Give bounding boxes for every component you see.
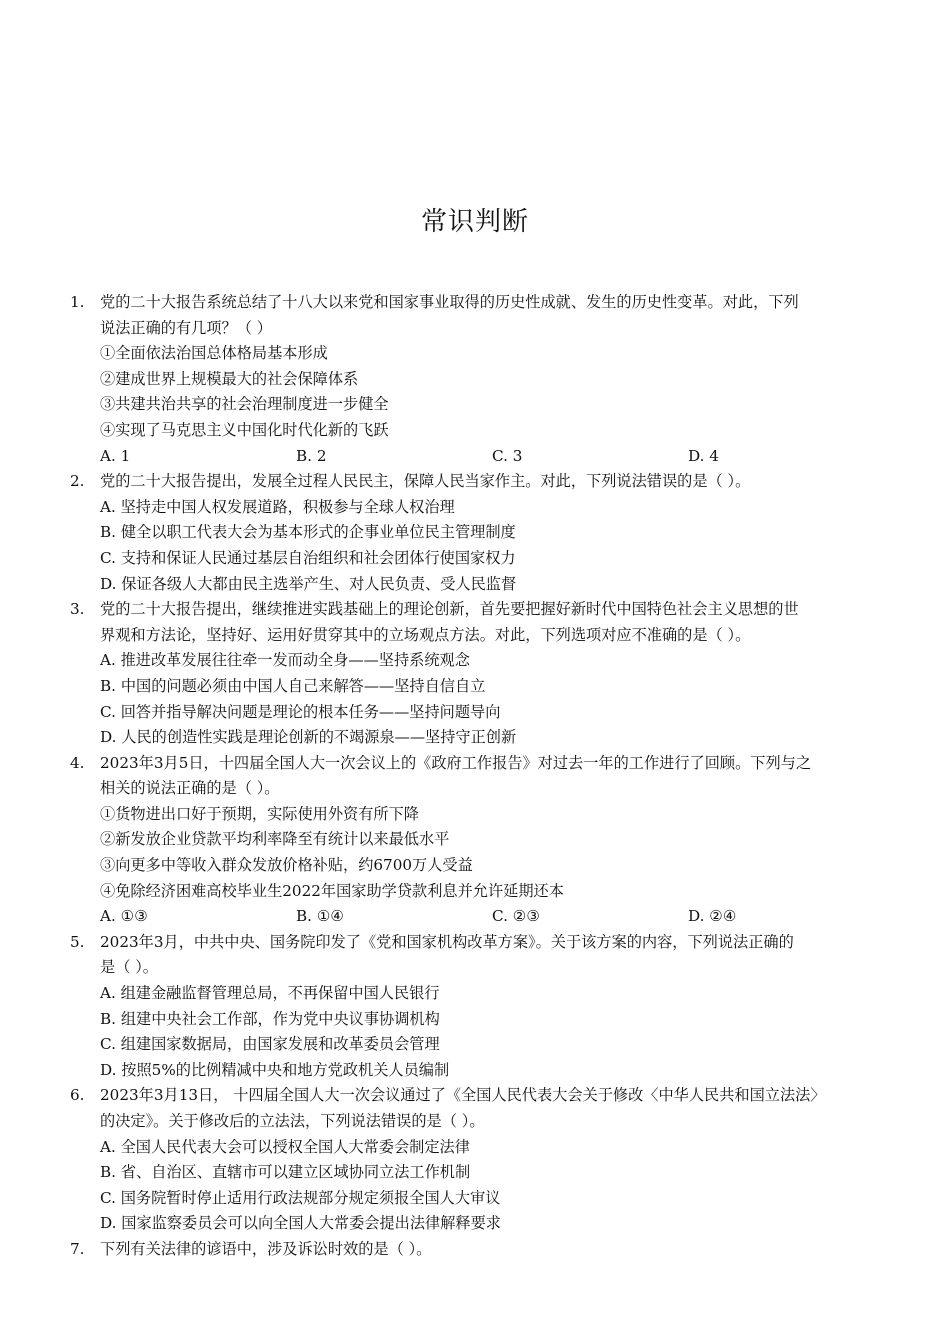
question-stem-line: 界观和方法论，坚持好、运用好贯穿其中的立场观点方法。对此，下列选项对应不准确的是（ ）。 — [100, 625, 751, 644]
statement-item: ④免除经济困难高校毕业生2022年国家助学贷款利息并允许延期还本 — [100, 881, 564, 900]
statement-item: ④实现了马克思主义中国化时代化新的飞跃 — [100, 420, 389, 439]
question-7 — [70, 1237, 880, 1263]
question-5 — [70, 930, 880, 1084]
statement-item: ②建成世界上规模最大的社会保障体系 — [100, 369, 359, 388]
option-a: A. 组建金融监督管理总局，不再保留中国人民银行 — [100, 984, 440, 1003]
option-b: B. ①④ — [296, 907, 345, 926]
option-c: C. 回答并指导解决问题是理论的根本任务——坚持问题导向 — [100, 702, 501, 721]
option-d: D. 按照5%的比例精减中央和地方党政机关人员编制 — [100, 1060, 450, 1079]
question-stem-line: 是（ ）。 — [100, 958, 158, 977]
option-d: D. 国家监察委员会可以向全国人大常委会提出法律解释要求 — [100, 1214, 501, 1233]
option-d: D. 4 — [688, 446, 719, 465]
statement-item: ①货物进出口好于预期，实际使用外资有所下降 — [100, 804, 419, 823]
option-d: D. 人民的创造性实践是理论创新的不竭源泉——坚持守正创新 — [100, 728, 517, 747]
option-a: A. 全国人民代表大会可以授权全国人大常委会制定法律 — [100, 1137, 470, 1156]
question-stem-line: 党的二十大报告提出，继续推进实践基础上的理论创新，首先要把握好新时代中国特色社会主义思想的世 — [100, 600, 799, 619]
option-c: C. 组建国家数据局，由国家发展和改革委员会管理 — [100, 1035, 440, 1054]
option-c: C. ②③ — [492, 907, 540, 926]
option-c: C. 国务院暂时停止适用行政法规部分规定须报全国人大审议 — [100, 1188, 501, 1207]
question-3 — [70, 597, 880, 751]
question-stem-line: 2023年3月13日， 十四届全国人大一次会议通过了《全国人民代表大会关于修改〈中华人民共和国立法法〉 — [100, 1086, 826, 1105]
question-stem-line: 相关的说法正确的是（ ）。 — [100, 779, 280, 798]
question-2 — [70, 469, 880, 597]
statement-item: ③向更多中等收入群众发放价格补贴，约6700万人受益 — [100, 856, 473, 875]
question-stem-line: 下列有关法律的谚语中，涉及诉讼时效的是（ ）。 — [100, 1239, 432, 1258]
option-d: D. 保证各级人大都由民主选举产生、对人民负责、受人民监督 — [100, 574, 517, 593]
statement-item: ③共建共治共享的社会治理制度进一步健全 — [100, 395, 389, 414]
option-a: A. 坚持走中国人权发展道路，积极参与全球人权治理 — [100, 497, 455, 516]
option-d: D. ②④ — [688, 907, 737, 926]
question-stem-line: 党的二十大报告系统总结了十八大以来党和国家事业取得的历史性成就、发生的历史性变革。对此，下列 — [100, 293, 799, 311]
option-a: A. 推进改革发展往往牵一发而动全身——坚持系统观念 — [100, 651, 470, 670]
question-stem-line: 说法正确的有几项？（ ） — [100, 318, 272, 337]
question-number: 7. — [70, 1239, 85, 1258]
option-b: B. 中国的问题必须由中国人自己来解答——坚持自信自立 — [100, 676, 486, 695]
question-number: 6. — [70, 1086, 85, 1105]
question-6 — [70, 1083, 880, 1237]
question-number: 5. — [70, 932, 85, 951]
question-stem-line: 的决定》。关于修改后的立法法，下列说法错误的是（ ）。 — [100, 1112, 485, 1130]
page-title: 常识判断 — [420, 207, 529, 237]
question-stem-line: 2023年3月，中共中央、国务院印发了《党和国家机构改革方案》。关于该方案的内容，下列说法正确的 — [100, 932, 794, 951]
statement-item: ②新发放企业贷款平均利率降至有统计以来最低水平 — [100, 830, 450, 849]
question-number: 2. — [70, 472, 85, 491]
option-a: A. 1 — [100, 446, 131, 465]
option-b: B. 2 — [296, 446, 327, 465]
question-stem-line: 2023年3月5日，十四届全国人大一次会议上的《政府工作报告》对过去一年的工作进行了回顾。下列与之 — [100, 753, 812, 772]
option-b: B. 组建中央社会工作部，作为党中央议事协调机构 — [100, 1009, 440, 1028]
question-4 — [70, 751, 880, 930]
question-number: 4. — [70, 753, 85, 772]
answer-options — [70, 904, 880, 930]
option-c: C. 3 — [492, 446, 523, 465]
question-number: 1. — [70, 293, 85, 311]
question-1 — [70, 290, 880, 469]
option-a: A. ①③ — [100, 907, 148, 926]
option-b: B. 健全以职工代表大会为基本形式的企事业单位民主管理制度 — [100, 523, 516, 542]
question-stem-line: 党的二十大报告提出，发展全过程人民民主，保障人民当家作主。对此，下列说法错误的是（ ）。 — [100, 472, 751, 491]
answer-options — [70, 444, 880, 470]
question-number: 3. — [70, 600, 85, 619]
option-b: B. 省、自治区、直辖市可以建立区域协同立法工作机制 — [100, 1163, 471, 1182]
option-c: C. 支持和保证人民通过基层自治组织和社会团体行使国家权力 — [100, 548, 516, 567]
question-list — [70, 290, 880, 1263]
statement-item: ①全面依法治国总体格局基本形成 — [100, 344, 328, 363]
